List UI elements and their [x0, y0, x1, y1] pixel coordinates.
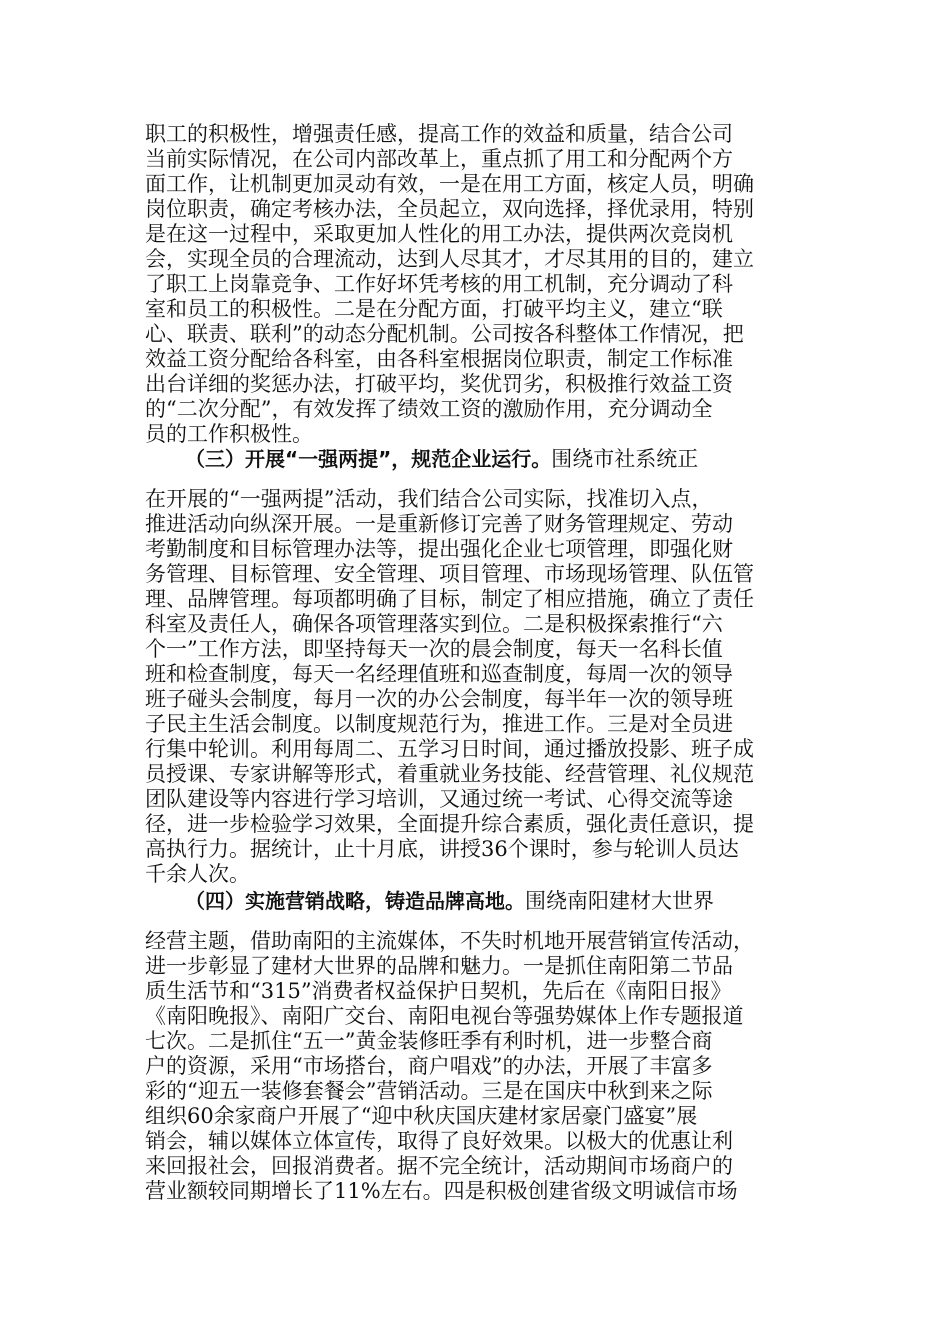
text-line: 个一”工作方法，即坚持每天一次的晨会制度，每天一名科长值 — [145, 637, 723, 661]
text-line: 班和检查制度，每天一名经理值班和巡查制度，每周一次的领导 — [145, 662, 733, 686]
text-line: 质生活节和“315”消费者权益保护日契机，先后在《南阳日报》 — [145, 979, 732, 1003]
section-4-heading: （四）实施营销战略，铸造品牌高地。 — [185, 889, 525, 913]
text-line: 效益工资分配给各科室，由各科室根据岗位职责，制定工作标准 — [145, 347, 733, 371]
text-line: 千余人次。 — [145, 862, 250, 886]
section-3-heading: （三）开展“一强两提”，规范企业运行。 — [185, 447, 552, 471]
text-line: 会，实现全员的合理流动，达到人尽其才，才尽其用的目的，建立 — [145, 247, 754, 271]
text-line: 面工作，让机制更加灵动有效，一是在用工方面，核定人员，明确 — [145, 172, 754, 196]
text-line: 了职工上岗靠竞争、工作好坏凭考核的用工机制，充分调动了科 — [145, 272, 733, 296]
text-line: 子民主生活会制度。以制度规范行为，推进工作。三是对全员进 — [145, 712, 733, 736]
section-4-first-line-text: 围绕南阳建材大世界 — [525, 889, 714, 913]
section-4-first-line — [145, 889, 815, 916]
text-line: 心、联责、联利”的动态分配机制。公司按各科整体工作情况，把 — [145, 322, 744, 346]
text-line: 是在这一过程中，采取更加人性化的用工办法，提供两次竞岗机 — [145, 222, 733, 246]
text-line: 员的工作积极性。 — [145, 422, 313, 446]
text-line: 班子碰头会制度，每月一次的办公会制度，每半年一次的领导班 — [145, 687, 733, 711]
text-line: 出台详细的奖惩办法，打破平均，奖优罚劣，积极推行效益工资 — [145, 372, 733, 396]
text-line: 七次。二是抓住“五一”黄金装修旺季有利时机，进一步整合商 — [145, 1029, 713, 1053]
text-line: 销会，辅以媒体立体宣传，取得了良好效果。以极大的优惠让利 — [145, 1129, 733, 1153]
section-3-first-line — [145, 447, 815, 474]
text-line: 职工的积极性，增强责任感，提高工作的效益和质量，结合公司 — [145, 122, 733, 146]
text-line: 员授课、专家讲解等形式，着重就业务技能、经营管理、礼仪规范 — [145, 762, 754, 786]
text-line: 推进活动向纵深开展。一是重新修订完善了财务管理规定、劳动 — [145, 512, 733, 536]
paragraph-1 — [145, 122, 815, 447]
text-line: 科室及责任人，确保各项管理落实到位。二是积极探索推行“六 — [145, 612, 723, 636]
section-3-body — [145, 487, 815, 887]
text-line: 当前实际情况，在公司内部改革上，重点抓了用工和分配两个方 — [145, 147, 733, 171]
text-line: 户的资源，采用“市场搭台，商户唱戏”的办法，开展了丰富多 — [145, 1054, 713, 1078]
text-line: 岗位职责，确定考核办法，全员起立，双向选择，择优录用，特别 — [145, 197, 754, 221]
text-line: 考勤制度和目标管理办法等，提出强化企业七项管理，即强化财 — [145, 537, 733, 561]
text-line: 团队建设等内容进行学习培训，又通过统一考试、心得交流等途 — [145, 787, 733, 811]
text-line: 《南阳晚报》、南阳广交台、南阳电视台等强势媒体上作专题报道 — [145, 1004, 744, 1028]
text-line: 径，进一步检验学习效果，全面提升综合素质，强化责任意识，提 — [145, 812, 754, 836]
text-line: 彩的“迎五一装修套餐会”营销活动。三是在国庆中秋到来之际 — [145, 1079, 713, 1103]
text-line: 进一步彰显了建材大世界的品牌和魅力。一是抓住南阳第二节品 — [145, 954, 733, 978]
text-line: 的“二次分配”，有效发挥了绩效工资的激励作用，充分调动全 — [145, 397, 713, 421]
text-line: 室和员工的积极性。二是在分配方面，打破平均主义，建立“联 — [145, 297, 723, 321]
text-line: 组织60余家商户开展了“迎中秋庆国庆建材家居豪门盛宴”展 — [145, 1104, 698, 1128]
text-line: 行集中轮训。利用每周二、五学习日时间，通过播放投影、班子成 — [145, 737, 754, 761]
document-body — [145, 122, 815, 1204]
section-4-body — [145, 929, 815, 1204]
text-line: 理、品牌管理。每项都明确了目标，制定了相应措施，确立了责任 — [145, 587, 754, 611]
text-line: 营业额较同期增长了11%左右。四是积极创建省级文明诚信市场 — [145, 1179, 738, 1203]
section-3-first-line-text: 围绕市社系统正 — [551, 447, 699, 471]
text-line: 在开展的“一强两提”活动，我们结合公司实际，找准切入点， — [145, 487, 713, 511]
text-line: 来回报社会，回报消费者。据不完全统计，活动期间市场商户的 — [145, 1154, 733, 1178]
text-line: 高执行力。据统计，止十月底，讲授36个课时，参与轮训人员达 — [145, 837, 739, 861]
text-line: 务管理、目标管理、安全管理、项目管理、市场现场管理、队伍管 — [145, 562, 754, 586]
text-line: 经营主题，借助南阳的主流媒体，不失时机地开展营销宣传活动， — [145, 929, 754, 953]
